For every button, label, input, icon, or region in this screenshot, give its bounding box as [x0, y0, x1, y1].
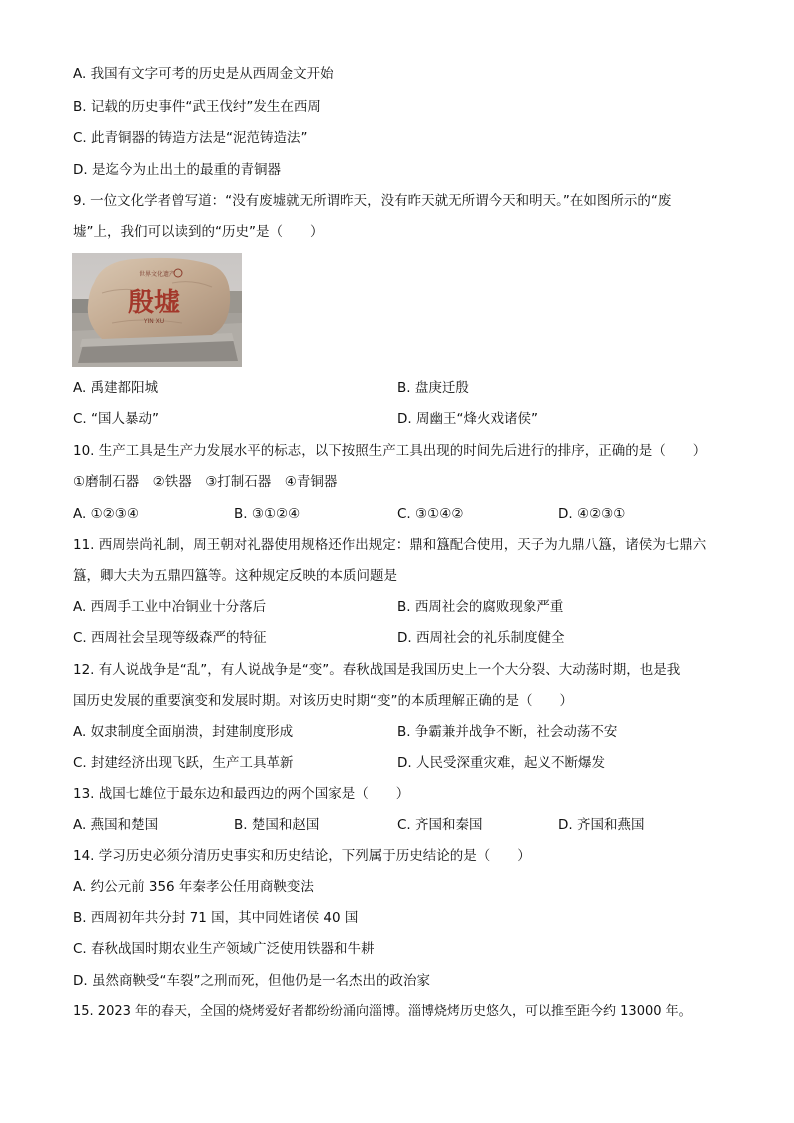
q10-items: ①磨制石器 ②铁器 ③打制石器 ④青铜器 — [73, 474, 338, 490]
q12-option-d: D. 人民受深重灾难，起义不断爆发 — [397, 755, 605, 771]
q14-option-d: D. 虽然商鞅受“车裂”之刑而死，但他仍是一名杰出的政治家 — [73, 973, 430, 989]
q11-stem-line1: 11. 西周崇尚礼制，周王朝对礼器使用规格还作出规定：鼎和簋配合使用，天子为九鼎八簋，诸侯为七鼎六 — [73, 537, 707, 553]
q8-option-d: D. 是迄今为止出土的最重的青铜器 — [73, 162, 281, 178]
q13-option-d: D. 齐国和燕国 — [558, 817, 645, 833]
q13-option-a: A. 燕国和楚国 — [73, 817, 159, 833]
q12-stem-line1: 12. 有人说战争是“乱”，有人说战争是“变”。春秋战国是我国历史上一个大分裂、大动荡时期，也是我 — [73, 662, 681, 678]
q13-option-b: B. 楚国和赵国 — [234, 817, 320, 833]
q9-option-b: B. 盘庚迁殷 — [397, 380, 469, 396]
yinxu-stone-photo — [72, 253, 242, 367]
plaque-text: 世界文化遗产 — [138, 271, 176, 278]
q11-option-d: D. 西周社会的礼乐制度健全 — [397, 630, 565, 646]
q14-option-b: B. 西周初年共分封 71 国，其中同姓诸侯 40 国 — [73, 910, 359, 926]
q9-stem-line2: 墟”上，我们可以读到的“历史”是（ ） — [73, 224, 324, 240]
q14-option-c: C. 春秋战国时期农业生产领域广泛使用铁器和牛耕 — [73, 941, 375, 957]
q9-stem-line1: 9. 一位文化学者曾写道：“没有废墟就无所谓昨天，没有昨天就无所谓今天和明天。”在如图所示的“废 — [73, 193, 672, 209]
yinxu-pinyin: YIN XU — [143, 318, 165, 325]
q13-stem: 13. 战国七雄位于最东边和最西边的两个国家是（ ） — [73, 786, 410, 802]
q9-option-d: D. 周幽王“烽火戏诸侯” — [397, 411, 538, 427]
q10-option-a: A. ①②③④ — [73, 506, 139, 522]
q11-option-c: C. 西周社会呈现等级森严的特征 — [73, 630, 267, 646]
q12-option-b: B. 争霸兼并战争不断，社会动荡不安 — [397, 724, 618, 740]
q10-option-b: B. ③①②④ — [234, 506, 301, 522]
q11-option-a: A. 西周手工业中冶铜业十分落后 — [73, 599, 267, 615]
q14-option-a: A. 约公元前 356 年秦孝公任用商鞅变法 — [73, 879, 314, 895]
q8-option-b: B. 记载的历史事件“武王伐纣”发生在西周 — [73, 99, 321, 115]
q12-stem-line2: 国历史发展的重要演变和发展时期。对该历史时期“变”的本质理解正确的是（ ） — [73, 693, 573, 709]
q10-stem: 10. 生产工具是生产力发展水平的标志，以下按照生产工具出现的时间先后进行的排序，正确的是（ ） — [73, 443, 707, 459]
q15-stem: 15. 2023 年的春天，全国的烧烤爱好者都纷纷涌向淄博。淄博烧烤历史悠久，可以推至距今约 13000 年。 — [73, 1004, 692, 1019]
q14-stem: 14. 学习历史必须分清历史事实和历史结论，下列属于历史结论的是（ ） — [73, 848, 531, 864]
yinxu-carved-text: 殷墟 — [127, 288, 181, 318]
q10-option-d: D. ④②③① — [558, 506, 626, 522]
q11-stem-line2: 簋，卿大夫为五鼎四簋等。这种规定反映的本质问题是 — [73, 568, 397, 584]
q9-option-a: A. 禹建都阳城 — [73, 380, 159, 396]
q9-option-c: C. “国人暴动” — [73, 411, 159, 427]
q13-option-c: C. 齐国和秦国 — [397, 817, 483, 833]
q12-option-c: C. 封建经济出现飞跃，生产工具革新 — [73, 755, 294, 771]
q8-option-a: A. 我国有文字可考的历史是从西周金文开始 — [73, 66, 334, 82]
q10-option-c: C. ③①④② — [397, 506, 464, 522]
q8-option-c: C. 此青铜器的铸造方法是“泥范铸造法” — [73, 130, 308, 146]
q12-option-a: A. 奴隶制度全面崩溃，封建制度形成 — [73, 724, 294, 740]
q11-option-b: B. 西周社会的腐败现象严重 — [397, 599, 564, 615]
